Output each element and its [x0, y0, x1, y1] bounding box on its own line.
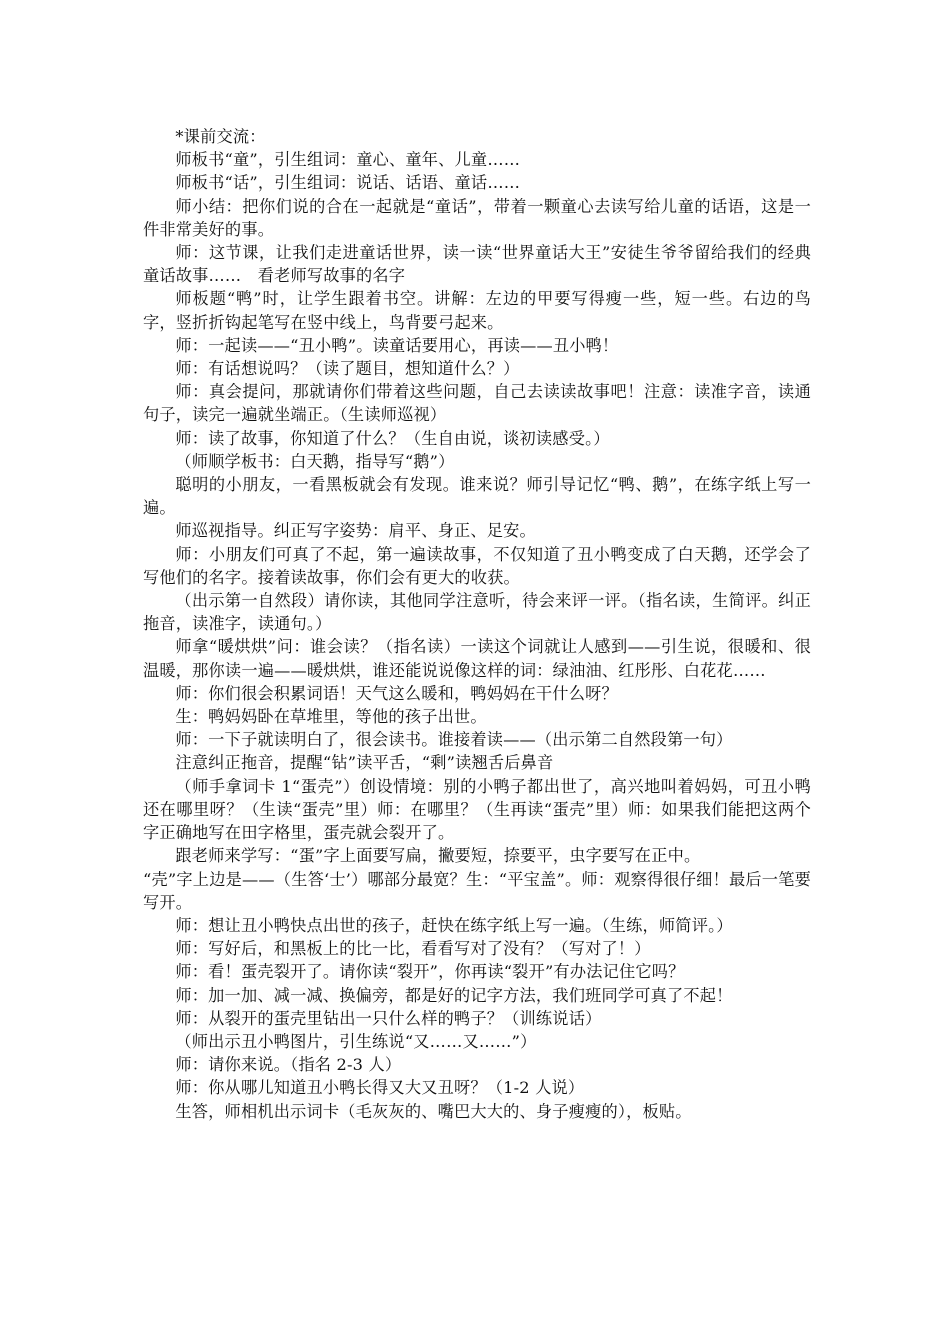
paragraph-questions: 师：有话想说吗？（读了题目，想知道什么？） — [175, 359, 520, 379]
paragraph-write-ya: 师板题“鸭”时，让学生跟着书空。讲解：左边的甲要写得瘦一些，短一些。右边的鸟字，竖折折钩起笔写在竖中线上，鸟背要弓起来。 — [143, 289, 811, 332]
paragraph-what-duck: 师：从裂开的蛋壳里钻出一只什么样的鸭子？（训练说话） — [175, 1008, 602, 1028]
paragraph-write-ke: “壳”字上边是——（生答‘士’）哪部分最宽？生：“平宝盖”。师：观察得很仔细！最后一笔要写开。 — [143, 869, 811, 912]
paragraph-eggshell: （师手拿词卡 1“蛋壳”）创设情境：别的小鸭子都出世了，高兴地叫着妈妈，可丑小鸭还在哪里呀？（生读“蛋壳”里）师：在哪里？（生再读“蛋壳”里）师：如果我们能把这两个字正确地写在田字格里，蛋壳就会裂开了。 — [143, 776, 811, 843]
paragraph-write-e: （师顺学板书：白天鹅，指导写“鹅”） — [175, 451, 455, 471]
paragraph-posture: 师巡视指导。纠正写字姿势：肩平、身正、足安。 — [175, 521, 536, 541]
paragraph-tong: 师板书“童”，引生组词：童心、童年、儿童…… — [175, 150, 521, 170]
paragraph-speak: 师：请你来说。（指名 2-3 人） — [175, 1055, 402, 1075]
paragraph-hua: 师板书“话”，引生组词：说话、话语、童话…… — [175, 173, 521, 193]
paragraph-mother-duck: 师：你们很会积累词语！天气这么暖和，鸭妈妈在干什么呀？ — [175, 683, 618, 703]
paragraph-self-read: 师：真会提问，那就请你们带着这些问题，自己去读读故事吧！注意：读准字音，读通句子，读完一遍就坐端正。（生读师巡视） — [143, 382, 811, 425]
paragraph-student-answer: 生：鸭妈妈卧在草堆里，等他的孩子出世。 — [175, 707, 487, 727]
paragraph-summary: 师小结：把你们说的合在一起就是“童话”，带着一颗童心去读写给儿童的话语，这是一件非常美好的事。 — [143, 196, 811, 239]
paragraph-read-title: 师：一起读——“丑小鸭”。读童话要用心，再读——丑小鸭！ — [175, 335, 619, 355]
paragraph-liekai: 师：看！蛋壳裂开了。请你读“裂开”，你再读“裂开”有办法记住它吗？ — [175, 962, 685, 982]
paragraph-big-ugly: 师：你从哪儿知道丑小鸭长得又大又丑呀？（1-2 人说） — [175, 1078, 585, 1098]
paragraph-pre-class: *课前交流： — [175, 127, 266, 146]
paragraph-pronunciation: 注意纠正拖音，提醒“钻”读平舌，“剩”读翘舌后鼻音 — [175, 753, 554, 773]
paragraph-nuan: 师拿“暖烘烘”问：谁会读？（指名读）一读这个词就让人感到——引生说，很暖和、很温暖，那你读一遍——暖烘烘，谁还能说说像这样的词：绿油油、红彤彤、白花花…… — [143, 637, 811, 680]
paragraph-practice: 师：想让丑小鸭快点出世的孩子，赶快在练字纸上写一遍。（生练，师简评。） — [175, 915, 733, 935]
paragraph-memory-methods: 师：加一加、减一减、换偏旁，都是好的记字方法，我们班同学可真了不起！ — [175, 985, 733, 1005]
paragraph-picture: （师出示丑小鸭图片，引生练说“又……又……”） — [175, 1031, 537, 1051]
paragraph-first-impression: 师：读了故事，你知道了什么？（生自由说，谈初读感受。） — [175, 428, 610, 448]
paragraph-praise: 师：小朋友们可真了不起，第一遍读故事，不仅知道了丑小鸭变成了白天鹅，还学会了写他们的名字。接着读故事，你们会有更大的收获。 — [143, 544, 811, 587]
lesson-transcript — [143, 125, 811, 1123]
paragraph-discover: 聪明的小朋友，一看黑板就会有发现。谁来说？师引导记忆“鸭、鹅”，在练字纸上写一遍。 — [143, 475, 811, 518]
paragraph-intro: 师：这节课，让我们走进童话世界，读一读“世界童话大王”安徒生爷爷留给我们的经典童话故事…… 看老师写故事的名字 — [143, 243, 811, 286]
paragraph-second-section: 师：一下子就读明白了，很会读书。谁接着读——（出示第二自然段第一句） — [175, 730, 733, 750]
paragraph-word-cards: 生答，师相机出示词卡（毛灰灰的、嘴巴大大的、身子瘦瘦的），板贴。 — [175, 1101, 692, 1121]
paragraph-first-section: （出示第一自然段）请你读，其他同学注意听，待会来评一评。（指名读，生简评。纠正拖音，读准字，读通句。） — [143, 591, 811, 634]
paragraph-compare: 师：写好后，和黑板上的比一比，看看写对了没有？（写对了！） — [175, 939, 651, 959]
paragraph-write-dan: 跟老师来学写：“蛋”字上面要写扁，撇要短，捺要平，虫字要写在正中。 — [175, 846, 701, 866]
